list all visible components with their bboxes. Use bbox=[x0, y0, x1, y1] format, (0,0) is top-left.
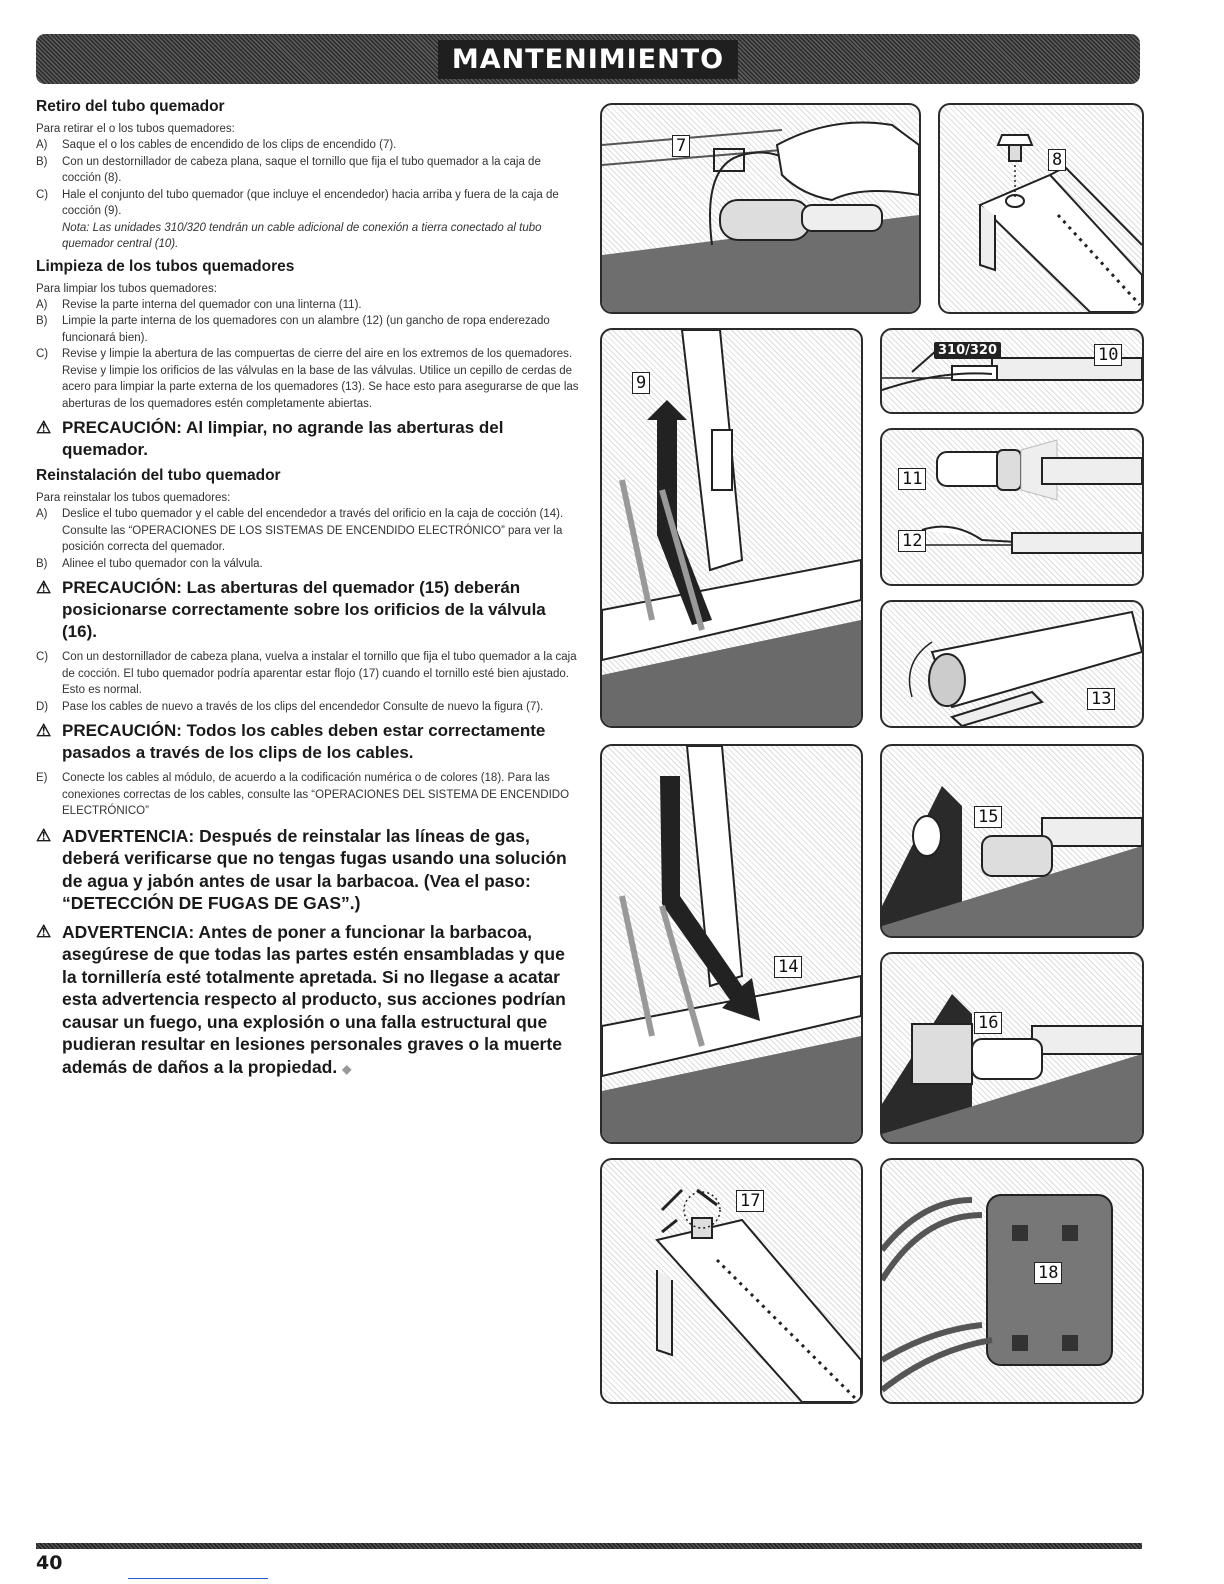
caution-text: PRECAUCIÓN: Al limpiar, no agrande las aberturas del quemador. bbox=[62, 418, 504, 459]
step-list bbox=[36, 137, 581, 253]
figure-label: 14 bbox=[774, 956, 802, 978]
step-label: C) bbox=[36, 188, 49, 201]
step-item bbox=[36, 556, 581, 573]
figure-9-lift-burner bbox=[600, 328, 863, 728]
page-number: 40 bbox=[36, 1552, 63, 1574]
step-text: Revise la parte interna del quemador con una linterna (11). bbox=[62, 298, 362, 311]
warning-triangle-icon: ⚠ bbox=[36, 921, 52, 941]
figure-11-12-inspect-clean bbox=[880, 428, 1144, 586]
figure-13-brush-burner bbox=[880, 600, 1144, 728]
figure-label: 13 bbox=[1087, 688, 1115, 710]
step-label: E) bbox=[36, 772, 48, 784]
section-banner bbox=[36, 34, 1140, 84]
page-title: MANTENIMIENTO bbox=[438, 40, 738, 79]
caution-text: PRECAUCIÓN: Todos los cables deben estar correctamente pasados a través de los clips de los cables. bbox=[62, 721, 546, 762]
figure-18-ignition-module bbox=[880, 1158, 1144, 1404]
section-heading-removal: Retiro del tubo quemador bbox=[36, 98, 225, 115]
step-label: B) bbox=[36, 315, 48, 327]
bottom-link-line bbox=[128, 1578, 268, 1579]
figure-18-illustration bbox=[882, 1160, 1142, 1402]
step-label: C) bbox=[36, 651, 49, 663]
step-text: Con un destornillador de cabeza plana, vuelva a instalar el tornillo que fija el tubo quemador a la caja de cocción. El tubo quemador podría aparentar estar flojo (17) cuando el tornillo esté bien ajustado. Esto es normal. bbox=[62, 651, 577, 696]
warning-notice bbox=[36, 825, 581, 915]
step-item bbox=[36, 649, 581, 699]
figure-label: 17 bbox=[736, 1190, 764, 1212]
step-item bbox=[36, 699, 581, 716]
warning-text: ADVERTENCIA: Después de reinstalar las líneas de gas, deberá verificarse que no tengas fugas usando una solución de agua y jabón antes de usar la barbacoa. (Vea el paso: “DETECCIÓN DE FUGAS DE GAS”.) bbox=[62, 825, 567, 913]
step-list bbox=[36, 297, 581, 413]
warning-triangle-icon: ⚠ bbox=[36, 418, 52, 437]
step-item bbox=[36, 506, 581, 556]
caution-text: PRECAUCIÓN: Las aberturas del quemador (15) deberán posicionarse correctamente sobre los orificios de la válvula (16). bbox=[62, 578, 546, 641]
step-item bbox=[36, 154, 581, 187]
step-text: Saque el o los cables de encendido de los clips de encendido (7). bbox=[62, 139, 397, 151]
caution-notice bbox=[36, 417, 581, 461]
figure-11-12-illustration bbox=[882, 430, 1142, 584]
step-text: Conecte los cables al módulo, de acuerdo a la codificación numérica o de colores (18). Para las conexiones correctas de los cables, consulte las “OPERACIONES DEL SISTEMA DE ENCENDIDO ELECTRÓNICO” bbox=[62, 772, 570, 817]
figure-label: 16 bbox=[974, 1012, 1002, 1034]
step-text: Revise y limpie la abertura de las compuertas de cierre del aire en los extremos de los quemadores. Revise y limpie los orificios de las válvulas en la base de las válvulas. Utilice un cepillo de cerdas de acero para limpiar la parte externa de los quemadores (13). Se hace esto para asegurarse de que las aberturas de los quemadores estén completamente abiertas. bbox=[62, 348, 579, 410]
step-item bbox=[36, 346, 581, 412]
figure-17-tighten-screw bbox=[600, 1158, 863, 1404]
end-of-section-mark: ◆ bbox=[342, 1061, 352, 1076]
figure-15-illustration bbox=[882, 746, 1142, 936]
step-text: Limpie la parte interna de los quemadores con un alambre (12) (un gancho de ropa enderezado funcionará bien). bbox=[62, 315, 550, 344]
warning-text: ADVERTENCIA: Antes de poner a funcionar la barbacoa, asegúrese de que todas las partes estén ensambladas y que la tornillería esté totalmente apretada. Si no llegase a acatar esta advertencia respecto al producto, sus acciones podrían causar un fuego, una explosión o una falla estructural que pudieran resultar en lesiones personales graves o la muerte además de daños a la propiedad. bbox=[62, 921, 566, 1077]
footer-rule bbox=[36, 1543, 1142, 1549]
figure-label: 11 bbox=[898, 468, 926, 490]
warning-triangle-icon: ⚠ bbox=[36, 825, 52, 845]
step-text: Alinee el tubo quemador con la válvula. bbox=[62, 557, 263, 570]
model-number-label: 310/320 bbox=[934, 342, 1001, 359]
figure-10-ground-wire bbox=[880, 328, 1144, 414]
figure-16-valve-orifice bbox=[880, 952, 1144, 1144]
figure-17-illustration bbox=[602, 1160, 861, 1402]
figure-8-burner-screw bbox=[938, 103, 1144, 314]
warning-triangle-icon: ⚠ bbox=[36, 721, 52, 740]
caution-notice bbox=[36, 577, 581, 643]
figure-14-slide-burner bbox=[600, 744, 863, 1144]
step-item bbox=[36, 137, 581, 154]
figure-16-illustration bbox=[882, 954, 1142, 1142]
figure-label: 15 bbox=[974, 806, 1002, 828]
step-item bbox=[36, 313, 581, 346]
step-text: Deslice el tubo quemador y el cable del encendedor a través del orificio en la caja de cocción (14). Consulte las “OPERACIONES DE LOS SISTEMAS DE ENCENDIDO ELECTRÓNICO” para ver la posición correcta del quemador. bbox=[62, 508, 564, 553]
step-label: D) bbox=[36, 700, 49, 713]
section-heading-cleaning: Limpieza de los tubos quemadores bbox=[36, 257, 295, 275]
step-item bbox=[36, 770, 581, 820]
step-item bbox=[36, 297, 581, 314]
figure-8-illustration bbox=[940, 105, 1142, 312]
step-label: B) bbox=[36, 557, 48, 570]
step-text: Pase los cables de nuevo a través de los clips del encendedor Consulte de nuevo la figura (7). bbox=[62, 700, 544, 713]
step-list bbox=[36, 649, 581, 715]
warning-triangle-icon: ⚠ bbox=[36, 578, 52, 597]
step-list bbox=[36, 506, 581, 572]
step-text: Con un destornillador de cabeza plana, saque el tornillo que fija el tubo quemador a la caja de cocción (8). bbox=[62, 155, 541, 184]
figure-10-illustration bbox=[882, 330, 1142, 412]
section-intro: Para retirar el o los tubos quemadores: bbox=[36, 123, 235, 135]
figure-7-ignition-clip bbox=[600, 103, 921, 314]
section-intro: Para reinstalar los tubos quemadores: bbox=[36, 492, 231, 504]
step-list bbox=[36, 770, 581, 820]
step-label: C) bbox=[36, 348, 49, 360]
instructions-column bbox=[36, 98, 581, 1086]
figure-label: 10 bbox=[1094, 344, 1122, 366]
step-label: B) bbox=[36, 155, 48, 168]
figure-15-burner-openings bbox=[880, 744, 1144, 938]
figure-label: 18 bbox=[1034, 1262, 1062, 1284]
figure-label: 8 bbox=[1048, 149, 1066, 171]
warning-notice bbox=[36, 921, 581, 1081]
figure-label: 9 bbox=[632, 372, 650, 394]
figure-label: 12 bbox=[898, 530, 926, 552]
caution-notice bbox=[36, 720, 581, 764]
section-heading-reinstall: Reinstalación del tubo quemador bbox=[36, 467, 281, 484]
step-label: A) bbox=[36, 298, 48, 311]
step-label: A) bbox=[36, 508, 48, 520]
step-item bbox=[36, 187, 581, 253]
figure-label: 7 bbox=[672, 135, 690, 157]
step-note: Nota: Las unidades 310/320 tendrán un cable adicional de conexión a tierra conectado al tubo quemador central (10). bbox=[62, 221, 542, 250]
section-intro: Para limpiar los tubos quemadores: bbox=[36, 282, 217, 295]
figure-7-illustration bbox=[602, 105, 919, 312]
figure-14-illustration bbox=[602, 746, 861, 1142]
step-text: Hale el conjunto del tubo quemador (que incluye el encendedor) hacia arriba y fuera de la caja de cocción (9). bbox=[62, 188, 559, 217]
step-label: A) bbox=[36, 139, 48, 151]
